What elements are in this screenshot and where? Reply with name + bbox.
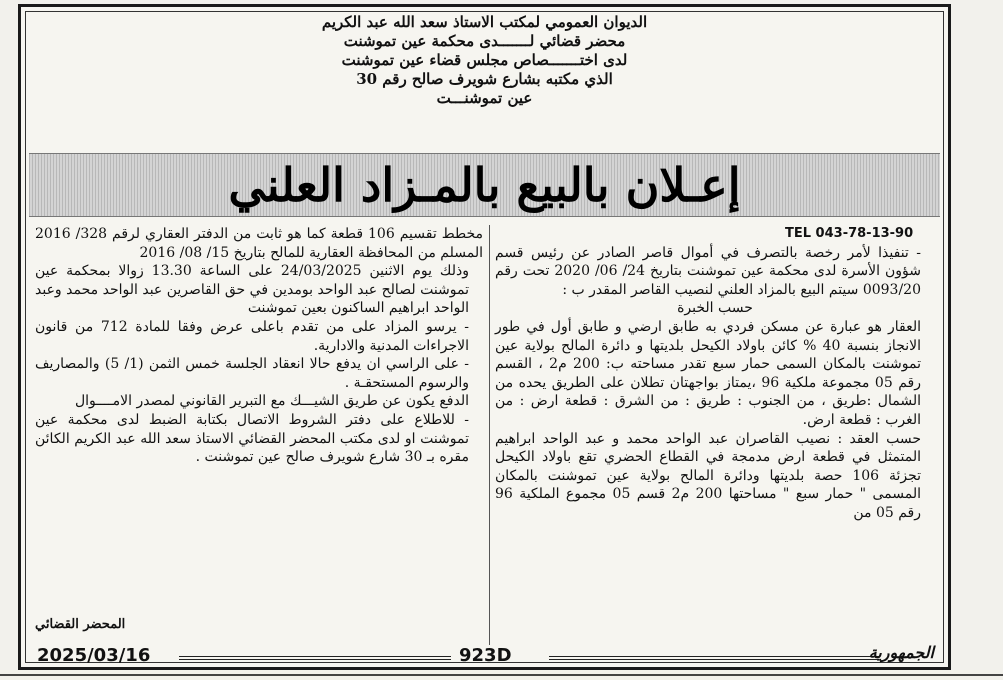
bailiff-signature: المحضر القضائي [35,617,126,632]
announcement-frame [18,4,951,670]
announcement-title: إعـلان بالبيع بالمـزاد العلني [228,158,741,212]
paragraph: - للاطلاع على دفتر الشروط الاتصال بكتابة الضبط لدى محكمة عين تموشنت او لدى مكتب المحضر القضائي الاستاذ سعد الله عبد الكريم الكائن مقره بـ 30 شارع شويرف صالح عين تموشنت . [35,411,470,466]
left-column [35,225,483,467]
header-line: الديوان العمومي لمكتب الاستاذ سعد الله عبد الكريم [321,13,648,31]
title-banner [29,153,940,217]
right-column [495,225,935,523]
header-line: محضر قضائي لـــــــدى محكمة عين تموشنت [343,32,626,50]
publication-date: 2025/03/16 [37,645,151,666]
paragraph: حسب العقد : نصيب القاصران عبد الواحد محمد و عبد الواحد ابراهيم المتمثل في قطعة ارض مدمجة في القطاع الحضري تقع باولاد الكيحل تجزئة 106 حصة بلديتها ودائرة المالح بولاية عين تموشنت بالمكان المسمى " حمار سبع " مساحتها 200 م2 قسم 05 مجموع الملكية 96 رقم 05 من [495,430,922,521]
section-heading: حسب الخبرة [677,300,753,317]
paragraph: - يرسو المزاد على من تقدم باعلى عرض وفقا للمادة 712 من قانون الاجراءات المدنية والادارية. [35,318,469,354]
paragraph: - تنفيذا لأمر رخصة بالتصرف في أموال قاصر الصادر عن رئيس قسم شؤون الأسرة لدى محكمة عين تموشنت بتاريخ 24/ 06/ 2020 تحت رقم 0093/20 سيتم البيع بالمزاد العلني لنصيب القاصر المقدر ب : [495,244,921,298]
paragraph: الدفع يكون عن طريق الشيـــك مع التبرير القانوني لمصدر الامــــوال [74,393,469,410]
page-bottom-rule [0,674,1003,676]
telephone-number: TEL 043-78-13-90 [785,226,914,241]
paragraph: مخطط تقسيم 106 قطعة كما هو ثابت من الدفتر العقاري لرقم 328/ 2016 المسلم من المحافظة العقارية للمالح بتاريخ 15/ 08/ 2016 [35,226,483,261]
paragraph: وذلك يوم الاثنين 24/03/2025 على الساعة 13.30 زوالا بمحكمة عين تموشنت لصالح عبد الواحد بومدين في حق القاصرين عبد الواحد محمد وعبد الواحد ابراهيم الساكنون بعين تموشنت [35,263,469,317]
footer-rule [179,656,451,660]
column-divider [489,225,490,645]
bailiff-header [21,13,948,108]
header-line: الذي مكتبه بشارع شويرف صالح رقم 30 [356,70,613,88]
newspaper-logo: الجمهورية [868,643,934,662]
footer-rule [549,656,879,660]
paragraph: - على الراسي ان يدفع حالا انعقاد الجلسة خمس الثمن (1/ 5) والمصاريف والرسوم المستحقـة . [35,356,470,391]
paragraph: العقار هو عبارة عن مسكن فردي به طابق ارضي و طابق أول في طور الانجاز بنسبة 40 % كائن باولاد الكيحل بلديتها و دائرة المالح بولاية عين تموشنت بالمكان السمى حمار سبع تقدر مساحته ب: 200 م2 ، القسم رقم 05 مجموعة ملكية 96 ،يمتاز بواجهتان تطلان على الطريق يحده من الشمال :طريق ، من الجنوب : طريق : من الشرق : قطعة ارض : من الغرب : قطعة ارض. [495,318,922,428]
ad-code: 923D [459,645,512,666]
header-line: عين تموشنـــت [436,89,533,107]
footer [29,645,940,667]
header-line: لدى اختـــــــصاص مجلس قضاء عين تموشنت [341,51,628,69]
